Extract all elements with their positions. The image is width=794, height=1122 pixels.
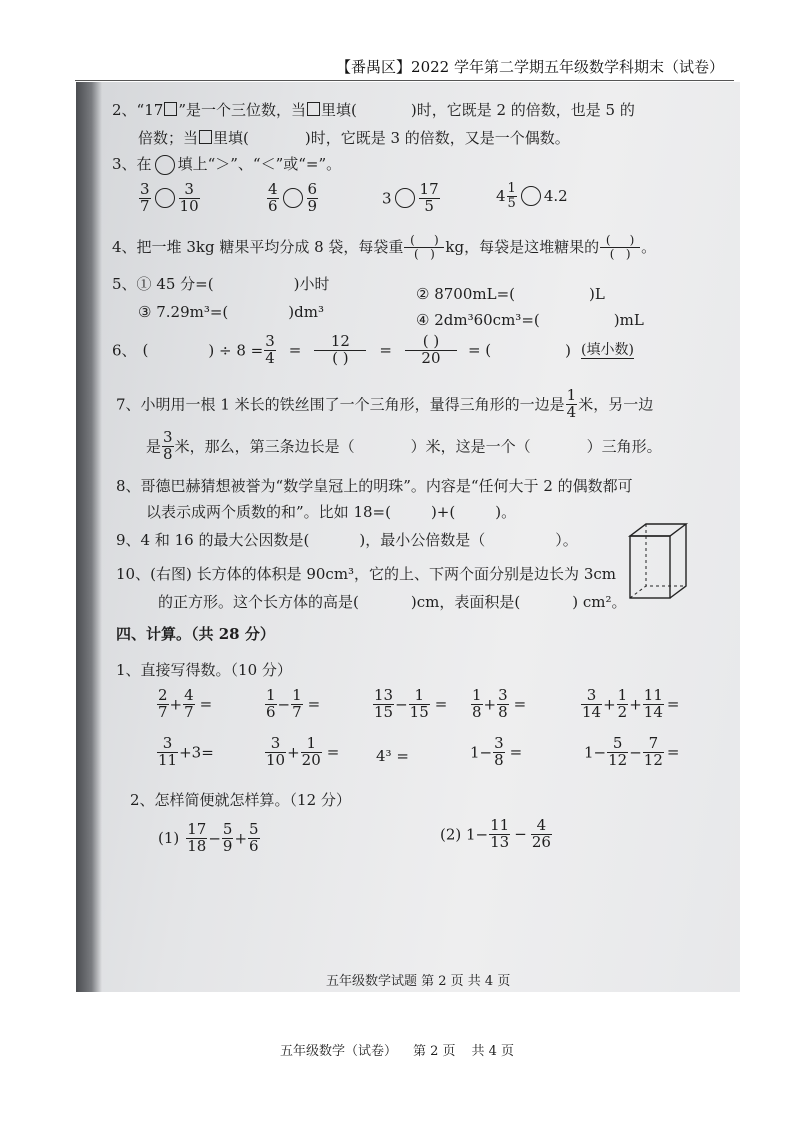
page-header (0, 0, 794, 80)
calc-expr-6: $\frac{3}{11}$ +3= (158, 734, 214, 769)
header-divider (75, 80, 734, 81)
simplify-expr-2: (2) 1− $\frac{11}{13}$ − $\frac{4}{26}$ (440, 816, 551, 851)
cuboid-figure (624, 522, 694, 602)
question-2-line-1: 2、“17 ”是一个三位数，当 里填( )时，它既是 2 的倍数，也是 5 的 (112, 101, 635, 119)
question-5-row-2: ③ 7.29m³=( )dm³ (138, 303, 324, 321)
photo-page-footer: 五年级数学试题 第 2 页 共 4 页 (326, 974, 511, 989)
subsection-4-2-title: 2、怎样简便就怎样算。（12 分） (130, 791, 351, 809)
page-footer: 五年级数学（试卷） 第 2 页 共 4 页 (279, 1044, 515, 1059)
question-6: 6、 ( ) ÷ 8 = $\frac{3}{4}$ = $\frac{12}{( )}$ = $\frac{( )}{20}$ = ( ) (填小数) (112, 332, 634, 367)
section-4-title: 四、计算。（共 28 分） (116, 625, 275, 643)
question-3-compare-4: 4 $\frac{1}{5}$ 4.2 (496, 181, 568, 211)
simplify-expr-1: (1) $\frac{17}{18}$ − $\frac{5}{9}$ + $\frac{5}{6}$ (158, 820, 259, 855)
calc-expr-9: 1− $\frac{3}{8}$ = (470, 734, 523, 769)
question-7-line-1: 7、小明用一根 1 米长的铁丝围了一个三角形，量得三角形的一边是 $\frac{1}{4}$ 米，另一边 (116, 386, 654, 421)
circle-blank-icon (521, 186, 541, 206)
circle-blank-icon (155, 188, 175, 208)
question-3-compare-2: $\frac{4}{6}$ $\frac{6}{9}$ (268, 180, 318, 215)
question-8-line-2: 以表示成两个质数的和”。比如 18=( )+( )。 (146, 503, 517, 521)
question-7-line-2: 是 $\frac{3}{8}$ 米，那么，第三条边长是（ ）米，这是一个（ ）三角形。 (146, 428, 662, 463)
calc-expr-4: $\frac{1}{8}$ + $\frac{3}{8}$ = (472, 686, 527, 721)
question-5-item-2: ② 8700mL=( )L (416, 285, 605, 303)
question-3-compare-1: $\frac{3}{7}$ $\frac{3}{10}$ (140, 180, 199, 215)
question-8-line-1: 8、哥德巴赫猜想被誉为“数学皇冠上的明珠”。内容是“任何大于 2 的偶数都可 (116, 477, 633, 495)
subsection-4-1-title: 1、直接写得数。（10 分） (116, 661, 292, 679)
blank-box-icon (307, 102, 320, 116)
question-5-item-4: ④ 2dm³60cm³=( )mL (416, 311, 644, 329)
calc-expr-8: 4³ = (376, 747, 409, 765)
calc-expr-3: $\frac{13}{15}$ − $\frac{1}{15}$ = (374, 686, 448, 721)
calc-expr-5: $\frac{3}{14}$ + $\frac{1}{2}$ + $\frac{11}{14}$ = (582, 686, 680, 721)
question-2-line-2: 倍数；当 里填( )时，它既是 3 的倍数，又是一个偶数。 (138, 129, 570, 147)
question-3: 3、在 填上“＞”、“＜”或“=”。 (112, 155, 342, 173)
circle-blank-icon (283, 188, 303, 208)
calc-expr-1: $\frac{2}{7}$ + $\frac{4}{7}$ = (158, 686, 213, 721)
calc-expr-2: $\frac{1}{6}$ − $\frac{1}{7}$ = (266, 686, 321, 721)
question-10-line-1: 10、(右图) 长方体的体积是 90cm³，它的上、下两个面分别是边长为 3cm (116, 565, 616, 583)
calc-expr-7: $\frac{3}{10}$ + $\frac{1}{20}$ = (266, 734, 340, 769)
calc-expr-10: 1− $\frac{5}{12}$ − $\frac{7}{12}$ = (584, 734, 680, 769)
exam-title: 【番禺区】2022 学年第二学期五年级数学科期末（试卷） (336, 58, 724, 76)
circle-blank-icon (155, 155, 175, 175)
blank-box-icon (199, 130, 212, 144)
blank-box-icon (164, 102, 177, 116)
circle-blank-icon (395, 188, 415, 208)
question-5-row-1: 5、① 45 分=( )小时 (112, 275, 330, 293)
question-9: 9、4 和 16 的最大公因数是( )，最小公倍数是（ ）。 (116, 531, 578, 549)
question-3-compare-3: 3 $\frac{17}{5}$ (382, 180, 439, 215)
question-4: 4、把一堆 3kg 糖果平均分成 8 袋，每袋重 $\frac{( )}{( )}$ kg，每袋是这堆糖果的 $\frac{( )}{( )}$ 。 (112, 233, 657, 261)
question-10-line-2: 的正方形。这个长方体的高是( )cm，表面积是( ) cm²。 (158, 593, 627, 611)
exam-photo (76, 82, 740, 992)
